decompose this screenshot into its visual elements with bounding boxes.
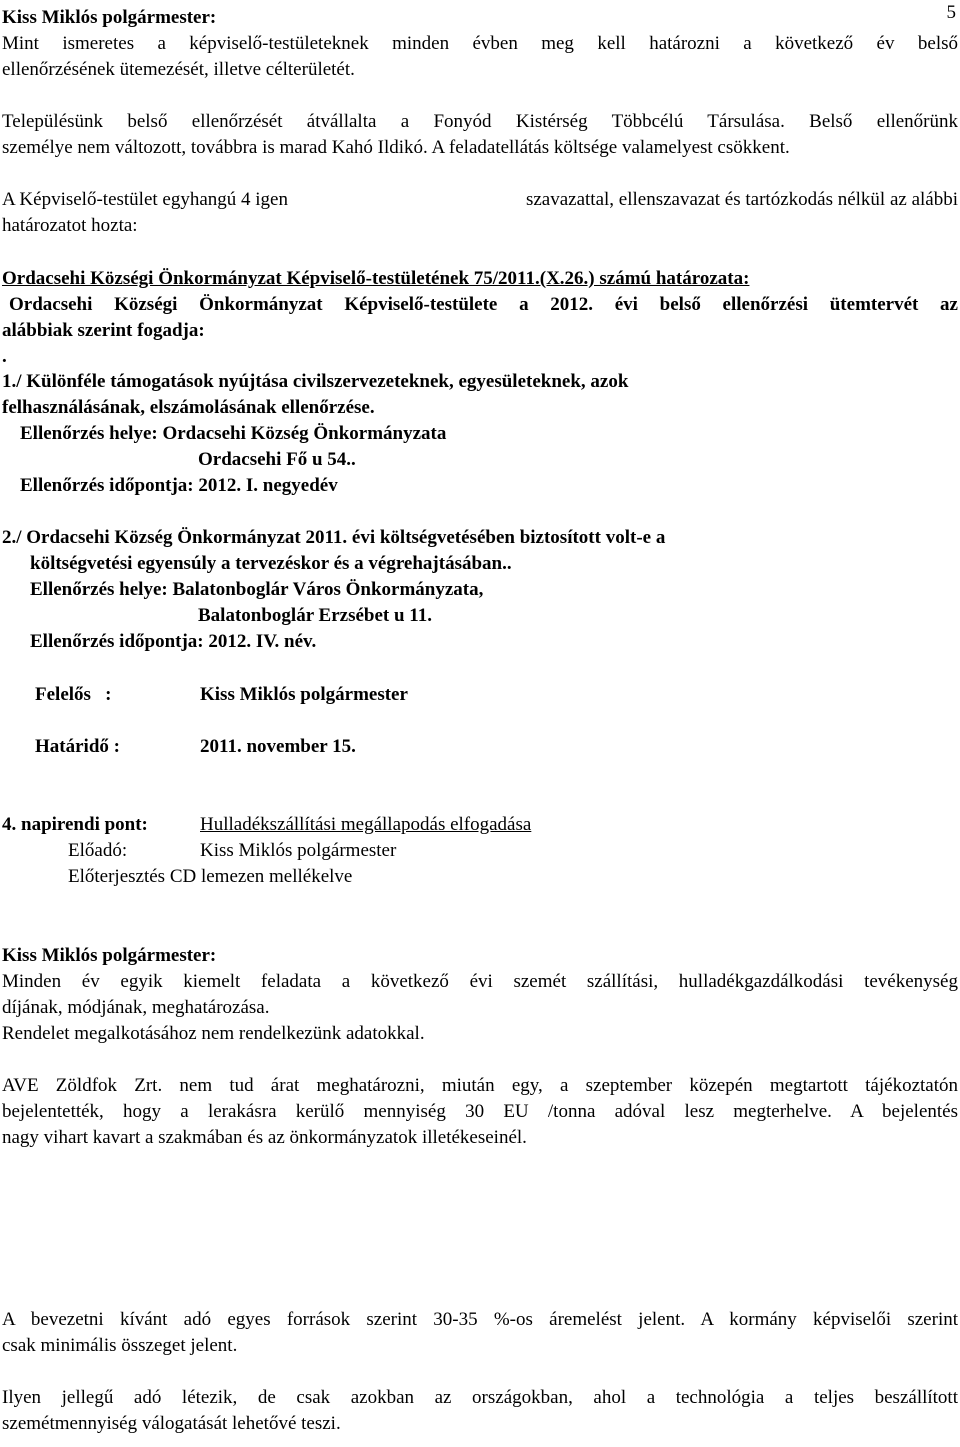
item-1-time: Ellenőrzés időpontja: 2012. I. negyedév (20, 475, 338, 496)
paragraph-line: szemétmennyiség válogatását lehetővé teszi. (2, 1413, 341, 1434)
item-1-line: felhasználásának, elszámolásának ellenőrzése. (2, 397, 375, 418)
paragraph-line: Minden év egyik kiemelt feladata a következő évi szemét szállítási, hulladékgazdálkodási tevékenység (2, 971, 958, 992)
paragraph-line: Mint ismeretes a képviselő-testületeknek minden évben meg kell határozni a következő év belső (2, 33, 958, 54)
attachment-note: Előterjesztés CD lemezen mellékelve (68, 866, 353, 887)
agenda-title: Hulladékszállítási megállapodás elfogadása (200, 814, 532, 835)
responsible-value: Kiss Miklós polgármester (200, 684, 408, 705)
deadline-label: Határidő : (35, 736, 120, 757)
page-number: 5 (946, 2, 956, 23)
resolution-title: Ordacsehi Községi Önkormányzat Képviselő-testületének 75/2011.(X.26.) számú határozata: (2, 268, 750, 289)
paragraph-line: A bevezetni kívánt adó egyes források szerint 30-35 %-os áremelést jelent. A kormány képviselői szerint (2, 1309, 958, 1330)
paragraph-line: díjának, módjának, meghatározása. (2, 997, 270, 1018)
agenda-label: 4. napirendi pont: (2, 814, 148, 835)
presenter-value: Kiss Miklós polgármester (200, 840, 397, 861)
resolution-dot: . (2, 346, 7, 367)
vote-text-a: A Képviselő-testület egyhangú 4 igen (2, 189, 288, 210)
resolution-line: Ordacsehi Községi Önkormányzat Képviselő-testülete a 2012. évi belső ellenőrzési ütemtervét az (9, 294, 958, 315)
paragraph-line: személye nem változott, továbbra is marad Kahó Ildikó. A feladatellátás költsége valamelyest csökkent. (2, 137, 790, 158)
paragraph-line: bejelentették, hogy a lerakásra kerülő mennyiség 30 EU /tonna adóval lesz megterhelve. A bejelentés (2, 1101, 958, 1122)
vote-line (2, 187, 958, 213)
paragraph-line: Ilyen jellegű adó létezik, de csak azokban az országokban, ahol a technológia a teljes beszállított (2, 1387, 958, 1408)
item-2-time: Ellenőrzés időpontja: 2012. IV. név. (30, 631, 317, 652)
paragraph-line: határozatot hozta: (2, 215, 138, 236)
deadline-value: 2011. november 15. (200, 736, 356, 757)
item-2-address: Balatonboglár Erzsébet u 11. (198, 605, 432, 626)
speaker-heading: Kiss Miklós polgármester: (2, 7, 217, 28)
paragraph-line: Rendelet megalkotásához nem rendelkezünk adatokkal. (2, 1023, 425, 1044)
resolution-line: alábbiak szerint fogadja: (2, 320, 205, 341)
presenter-label: Előadó: (68, 840, 128, 861)
item-2-line: költségvetési egyensúly a tervezéskor és a végrehajtásában.. (30, 553, 512, 574)
paragraph-line: csak minimális összeget jelent. (2, 1335, 238, 1356)
speaker-heading: Kiss Miklós polgármester: (2, 945, 217, 966)
item-2-place: Ellenőrzés helye: Balatonboglár Város Önkormányzata, (30, 579, 484, 600)
item-1-line: 1./ Különféle támogatások nyújtása civilszervezeteknek, egyesületeknek, azok (2, 371, 629, 392)
paragraph-line: Településünk belső ellenőrzését átvállalta a Fonyód Kistérség Többcélú Társulása. Belső ellenőrünk (2, 111, 958, 132)
paragraph-line: nagy vihart kavart a szakmában és az önkormányzatok illetékeseinél. (2, 1127, 527, 1148)
paragraph-line: ellenőrzésének ütemezését, illetve célterületét. (2, 59, 355, 80)
responsible-label: Felelős : (35, 684, 112, 705)
vote-text-b: szavazattal, ellenszavazat és tartózkodás nélkül az alábbi (525, 189, 958, 210)
item-1-address: Ordacsehi Fő u 54.. (198, 449, 356, 470)
item-1-place: Ellenőrzés helye: Ordacsehi Község Önkormányzata (20, 423, 447, 444)
item-2-line: 2./ Ordacsehi Község Önkormányzat 2011. évi költségvetésében biztosított volt-e a (2, 527, 666, 548)
paragraph-line: AVE Zöldfok Zrt. nem tud árat meghatározni, miután egy, a szeptember közepén megtartott tájékoztatón (2, 1075, 958, 1096)
